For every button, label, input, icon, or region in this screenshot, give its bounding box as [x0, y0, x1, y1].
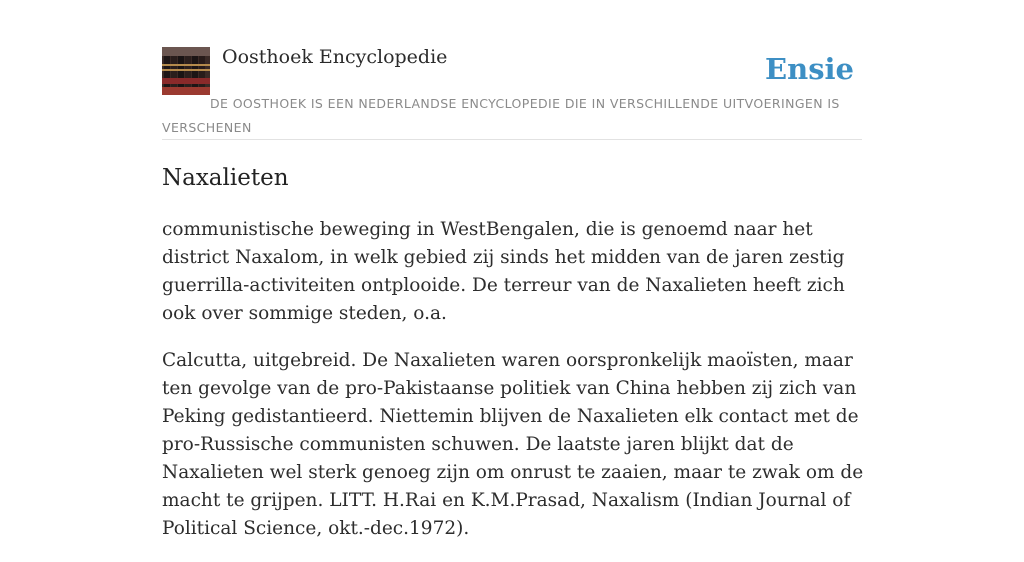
site-tagline: DE OOSTHOEK IS EEN NEDERLANDSE ENCYCLOPEDIE DIE IN VERSCHILLENDE UITVOERINGEN IS VERSCHENEN — [162, 96, 840, 135]
article-paragraph: communistische beweging in WestBengalen, die is genoemd naar het district Naxalom, in welk gebied zij sinds het midden van de jaren zestig guerrilla-activiteiten ontplooide. De terreur van de Naxalieten heeft zich ook over sommige steden, o.a. — [162, 219, 845, 324]
article-title: Naxalieten — [162, 165, 289, 191]
site-title[interactable]: Oosthoek Encyclopedie — [222, 46, 448, 68]
header-divider — [162, 139, 862, 140]
article-body — [162, 216, 866, 562]
brand-logo[interactable]: Ensie — [765, 52, 854, 86]
books-icon[interactable] — [162, 47, 210, 95]
article-paragraph: Calcutta, uitgebreid. De Naxalieten waren oorspronkelijk maoïsten, maar ten gevolge van de pro-Pakistaanse politiek van China hebben zij zich van Peking gedistantieerd. Niettemin blijven de Naxalieten elk contact met de pro-Russische communisten schuwen. De laatste jaren blijkt dat de Naxalieten wel sterk genoeg zijn om onrust te zaaien, maar te zwak om de macht te grijpen. LITT. H.Rai en K.M.Prasad, Naxalism (Indian Journal of Political Science, okt.-dec.1972). — [162, 350, 864, 539]
